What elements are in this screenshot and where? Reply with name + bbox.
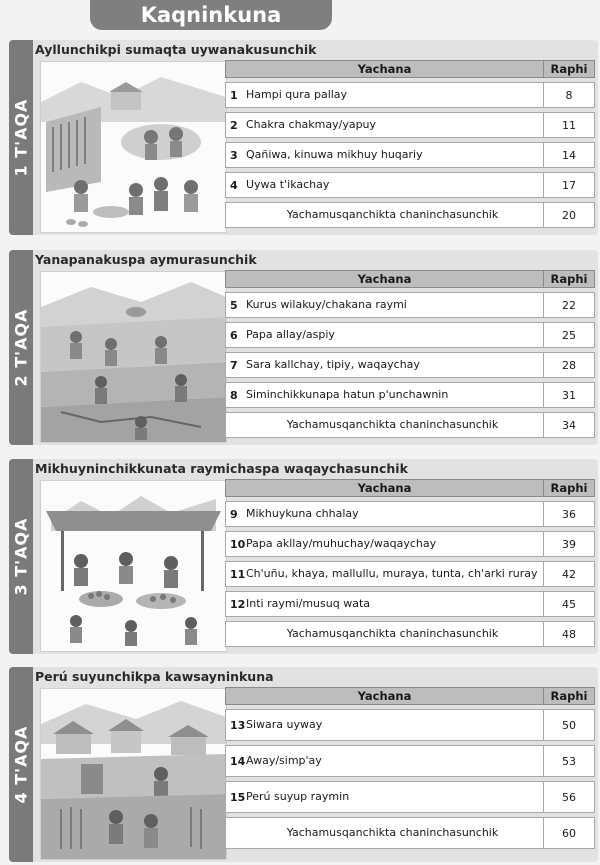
lesson-row[interactable]: 5 Kurus wilakuy/chakana raymi 22 (225, 292, 595, 318)
lesson-row[interactable]: 11 Ch'uñu, khaya, mallullu, muraya, tunta, ch'arki ruray 42 (225, 561, 595, 587)
lesson-row[interactable]: 10 Papa akllay/muhuchay/waqaychay 39 (225, 531, 595, 557)
table-header: Yachana Raphi (225, 60, 595, 78)
unit-tab: 3 T'AQA (9, 459, 33, 654)
section-title: Mikhuyninchikkunata raymichaspa waqaychasunchik (35, 461, 408, 476)
lesson-row[interactable]: 12 Inti raymi/musuq wata 45 (225, 591, 595, 617)
unit-section-4 (9, 667, 598, 862)
illustration-farm-animals (40, 61, 227, 233)
table-header: Yachana Raphi (225, 270, 595, 288)
lesson-row[interactable]: 13 Siwara uyway 50 (225, 709, 595, 741)
unit-tab: 1 T'AQA (9, 40, 33, 235)
table-header: Yachana Raphi (225, 479, 595, 497)
unit-section-3 (9, 459, 598, 654)
unit-section-1 (9, 40, 598, 235)
section-title: Perú suyunchikpa kawsayninkuna (35, 669, 274, 684)
section-title: Ayllunchikpi sumaqta uywanakusunchik (35, 42, 317, 57)
lesson-row[interactable]: 7 Sara kallchay, tipiy, waqaychay 28 (225, 352, 595, 378)
lesson-table (225, 479, 595, 647)
lesson-table (225, 687, 595, 849)
lesson-row[interactable]: 4 Uywa t'ikachay 17 (225, 172, 595, 198)
lesson-row[interactable]: 9 Mikhuykuna chhalay 36 (225, 501, 595, 527)
illustration-village (40, 688, 227, 860)
unit-section-2 (9, 250, 598, 445)
unit-tab: 4 T'AQA (9, 667, 33, 862)
lesson-row[interactable]: 15 Perú suyup raymin 56 (225, 781, 595, 813)
page-title: Kaqninkuna (90, 0, 332, 30)
table-header: Yachana Raphi (225, 687, 595, 705)
review-row[interactable]: Yachamusqanchikta chaninchasunchik 60 (225, 817, 595, 849)
lesson-row[interactable]: 6 Papa allay/aspiy 25 (225, 322, 595, 348)
lesson-table (225, 60, 595, 228)
illustration-harvest (40, 271, 227, 443)
section-title: Yanapanakuspa aymurasunchik (35, 252, 257, 267)
lesson-table (225, 270, 595, 438)
lesson-row[interactable]: 2 Chakra chakmay/yapuy 11 (225, 112, 595, 138)
illustration-market (40, 480, 227, 652)
review-row[interactable]: Yachamusqanchikta chaninchasunchik 34 (225, 412, 595, 438)
lesson-row[interactable]: 1 Hampi qura pallay 8 (225, 82, 595, 108)
lesson-row[interactable]: 3 Qañiwa, kinuwa mikhuy huqariy 14 (225, 142, 595, 168)
unit-tab: 2 T'AQA (9, 250, 33, 445)
review-row[interactable]: Yachamusqanchikta chaninchasunchik 48 (225, 621, 595, 647)
lesson-row[interactable]: 14 Away/simp'ay 53 (225, 745, 595, 777)
review-row[interactable]: Yachamusqanchikta chaninchasunchik 20 (225, 202, 595, 228)
lesson-row[interactable]: 8 Siminchikkunapa hatun p'unchawnin 31 (225, 382, 595, 408)
